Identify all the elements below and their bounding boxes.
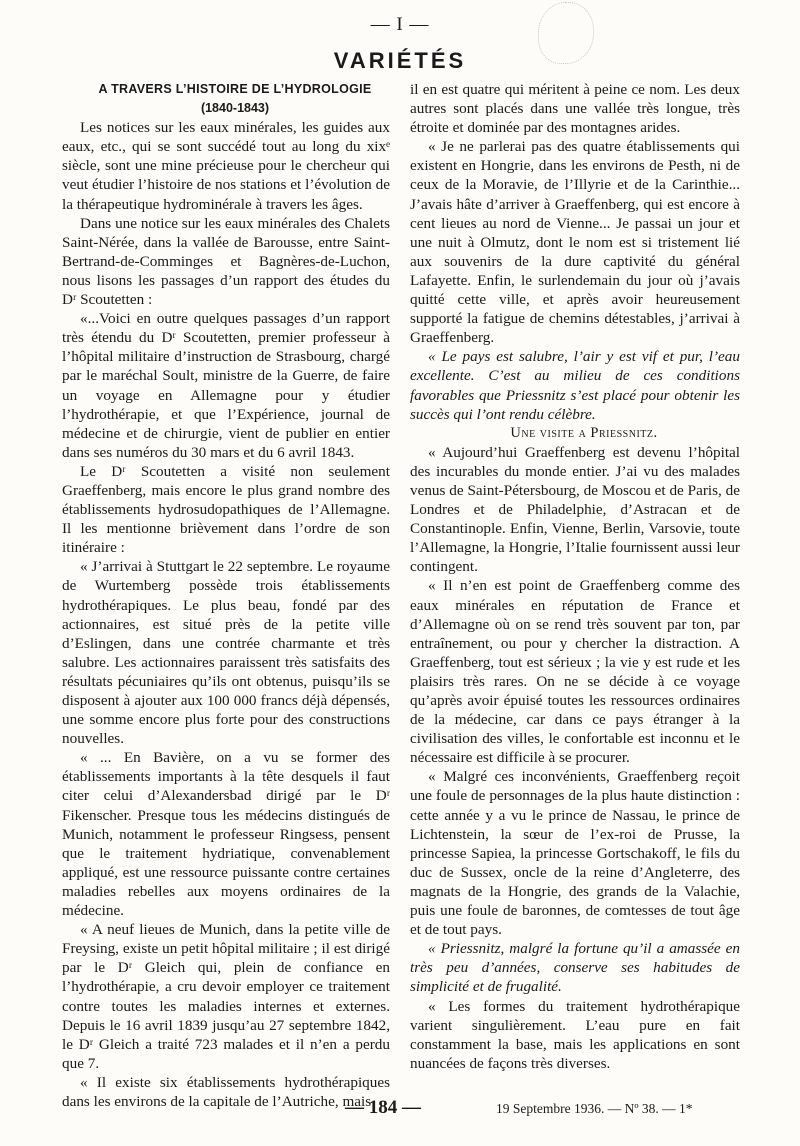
paragraph: « ... En Bavière, on a vu se former des établissements importants à la tête desquels il faut citer celui d’Alexandersbad dirigé par le Dʳ Fikenscher. Presque tous les médecins distingués de Munich, notamment le professeur Ringsess, pensent que le traitement hydriatique, convenablement appliqué, est une ressource puissante contre certaines maladies rebelles aux moyens ordinaires de la médecine. — [62, 749, 390, 920]
paragraph: «...Voici en outre quelques passages d’un rapport très étendu du Dʳ Scoutetten, premier professeur à l’hôpital militaire d’instruction de Strasbourg, chargé par le maréchal Soult, ministre de la Guerre, de faire un voyage en Allemagne pour y étudier l’hydrothérapie, et que l’Expérience, journal de médecine et de chirurgie, vient de publier en entier dans ses numéros du 30 mars et du 6 avril 1843. — [62, 310, 390, 461]
footer-issue: 19 Septembre 1936. — Nº 38. — 1* — [496, 1101, 693, 1116]
paragraph: « Les formes du traitement hydrothérapique varient singulièrement. L’eau pure en fait constamment la base, mais les applications en sont nuancées de façons très diverses. — [410, 997, 740, 1072]
article-dates: (1840-1843) — [200, 101, 270, 116]
right-column — [410, 80, 740, 1073]
paragraph: « Malgré ces inconvénients, Graeffenberg reçoit une foule de personnages de la plus haute distinction : cette année y a vu le prince de Nassau, le prince de Lichtenstein, la sœur de l’ex-roi de Prusse, la princesse Sapiea, la princesse Gortschakoff, le fils du duc de Sussex, oncle de la reine d’Angleterre, des magnats de la Hongrie, des grands de la Valachie, puis une foule de baronnes, de comtesses de tout âge et de tout pays. — [410, 768, 740, 939]
paragraph: « Aujourd’hui Graeffenberg est devenu l’hôpital des incurables du monde entier. J’ai vu des malades venus de Saint-Pétersbourg, de Moscou et de Paris, de Londres et de Philadelphie, d’Astracan et de Constantinople. Enfin, Vienne, Berlin, Varsovie, toute l’Allemagne, la Hongrie, l’Italie fournissent aussi leur contingent. — [410, 443, 740, 576]
section-title: VARIÉTÉS — [333, 48, 467, 73]
paragraph: Le Dʳ Scoutetten a visité non seulement Graeffenberg, mais encore le plus grand nombre des établissements hydrosudopathiques de l’Allemagne. Il les mentionne brièvement dans l’ordre de son itinéraire : — [62, 462, 390, 557]
paragraph: « Je ne parlerai pas des quatre établissements qui existent en Hongrie, dans les environs de Pesth, ni de ceux de la Moravie, de l’Illyrie et de la Carinthie... J’avais hâte d’arriver à Graeffenberg, qui est encore à cent lieues au nord de Vienne... Je passai un jour et une nuit à Olmutz, dont le nom est si tristement lié aux souvenirs de la dure captivité du général Lafayette. Enfin, le surlendemain du jour où j’avais quitté cette ville, et après avoir heureusement supporté la fatigue de chemins détestables, j’arrivai à Graeffenberg. — [410, 138, 740, 347]
paragraph: Dans une notice sur les eaux minérales des Chalets Saint-Nérée, dans la vallée de Barousse, entre Saint-Bertrand-de-Comminges et Bagnères-de-Luchon, nous lisons les passages d’un rapport des études du Dʳ Scoutetten : — [62, 214, 390, 309]
paragraph: « A neuf lieues de Munich, dans la petite ville de Freysing, existe un petit hôpital militaire ; il est dirigé par le Dʳ Gleich qui, plein de confiance en l’hydrothérapie, a cru devoir employer ce traitement contre toutes les maladies internes et externes. Depuis le 16 avril 1839 jusqu’au 27 septembre 1842, le Dʳ Gleich a traité 723 malades et il n’en a perdu que 7. — [62, 921, 390, 1072]
subheading: Une visite a Priessnitz. — [510, 424, 658, 441]
footer-page-number: — 184 — — [345, 1097, 421, 1118]
paragraph: il en est quatre qui méritent à peine ce nom. Les deux autres sont placés dans une vallée très longue, très étroite et dominée par des montagnes arides. — [410, 81, 740, 137]
paragraph-italic: « Priessnitz, malgré la fortune qu’il a amassée en très peu d’années, conserve ses habitudes de simplicité et de frugalité. — [410, 940, 740, 996]
paragraph: Les notices sur les eaux minérales, les guides aux eaux, etc., qui se sont succédé tout au long du xixᵉ siècle, sont une mine précieuse pour le chercheur qui veut étudier l’histoire de nos stations et l’évolution de la thérapeutique hydrominérale à travers les âges. — [62, 119, 390, 213]
paragraph-italic: « Le pays est salubre, l’air y est vif et pur, l’eau excellente. C’est au milieu de ces conditions favorables que Priessnitz s’est placé pour obtenir les succès qui l’ont rendu célèbre. — [410, 348, 740, 423]
article-title: A TRAVERS L’HISTOIRE DE L’HYDROLOGIE — [98, 82, 372, 96]
page-marker: — I — — [370, 14, 430, 35]
paragraph: « Il n’en est point de Graeffenberg comme des eaux minérales en réputation de France et d’Allemagne où on se rend très souvent par ton, par entraînement, ou pour y chercher la distraction. A Graeffenberg, tout est sérieux ; la vie y est rude et les plaisirs très rares. On ne se décide à ce voyage qu’après avoir épuisé toutes les ressources ordinaires de la médecine, car dans ce pays étranger à la civilisation des villes, le confortable est inconnu et le nécessaire est difficile à se procurer. — [410, 577, 740, 767]
paragraph: « Il existe six établissements hydrothérapiques dans les environs de la capitale de l’Autriche, mais — [62, 1073, 390, 1110]
left-column — [62, 80, 390, 1111]
paragraph: « J’arrivai à Stuttgart le 22 septembre. Le royaume de Wurtemberg possède trois établissements hydrothérapiques. Le plus beau, fondé par des actionnaires, est situé près de la petite ville d’Eslingen, dans une contrée charmante et très salubre. Les actionnaires paraissent très satisfaits des résultats pécuniaires qu’ils ont obtenus, puisqu’ils se disposent à ajouter aux 100 000 francs déjà dépensés, une somme encore plus forte pour des constructions nouvelles. — [62, 558, 390, 748]
